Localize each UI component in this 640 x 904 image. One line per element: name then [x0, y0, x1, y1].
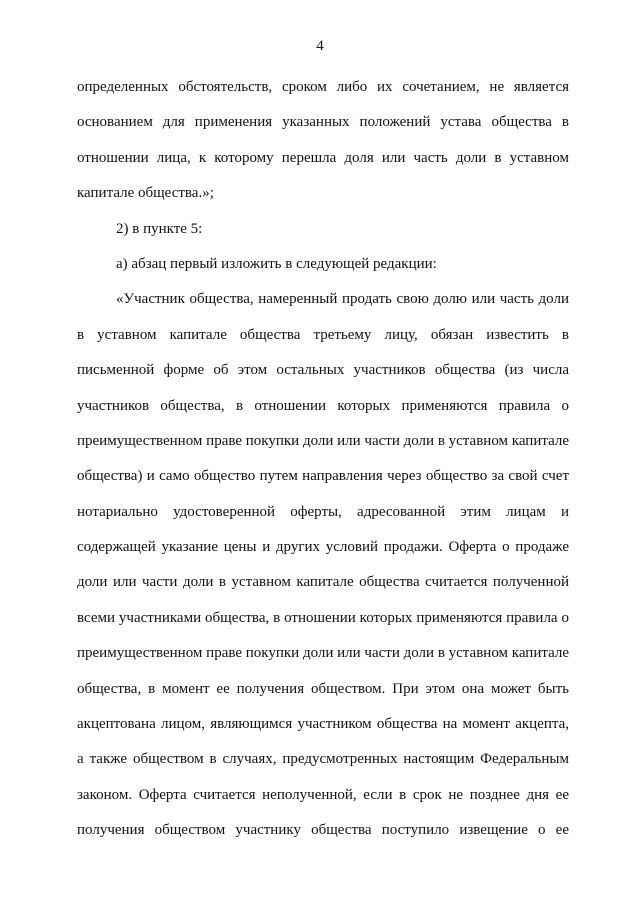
text-line: а также обществом в случаях, предусмотренных настоящим Федеральным: [77, 751, 569, 768]
text-line: общества, в момент ее получения обществом. При этом она может быть: [77, 680, 569, 697]
text-line: нотариально удостоверенной оферты, адресованной этим лицам и: [77, 503, 569, 520]
text-line: письменной форме об этом остальных участников общества (из числа: [77, 362, 569, 379]
sub-item-heading: а) абзац первый изложить в следующей редакции:: [116, 255, 437, 272]
text-line: общества) и само общество путем направления через общество за свой счет: [77, 468, 569, 485]
text-line: отношении лица, к которому перешла доля или часть доли в уставном: [77, 149, 569, 166]
text-line: всеми участниками общества, в отношении которых применяются правила о: [77, 609, 569, 626]
list-item-heading: 2) в пункте 5:: [116, 220, 203, 237]
text-line: содержащей указание цены и других условий продажи. Оферта о продаже: [77, 539, 569, 556]
page-number: 4: [316, 38, 324, 54]
document-body: [77, 76, 569, 855]
text-line: получения обществом участнику общества поступило извещение о ее: [77, 822, 569, 839]
text-line: участников общества, в отношении которых применяются правила о: [77, 397, 569, 414]
text-line: законом. Оферта считается неполученной, если в срок не позднее дня ее: [77, 786, 569, 803]
text-line: преимущественном праве покупки доли или части доли в уставном капитале: [77, 645, 569, 662]
text-line: преимущественном праве покупки доли или части доли в уставном капитале: [77, 432, 569, 449]
text-line: капитале общества.»;: [77, 185, 214, 202]
text-line: в уставном капитале общества третьему лицу, обязан известить в: [77, 326, 569, 343]
text-line: основанием для применения указанных положений устава общества в: [77, 114, 569, 131]
quoted-paragraph-start: «Участник общества, намеренный продать свою долю или часть доли: [116, 291, 569, 308]
text-line: определенных обстоятельств, сроком либо их сочетанием, не является: [77, 79, 569, 95]
text-line: доли или части доли в уставном капитале общества считается полученной: [77, 574, 569, 591]
text-line: акцептована лицом, являющимся участником общества на момент акцепта,: [77, 716, 569, 733]
